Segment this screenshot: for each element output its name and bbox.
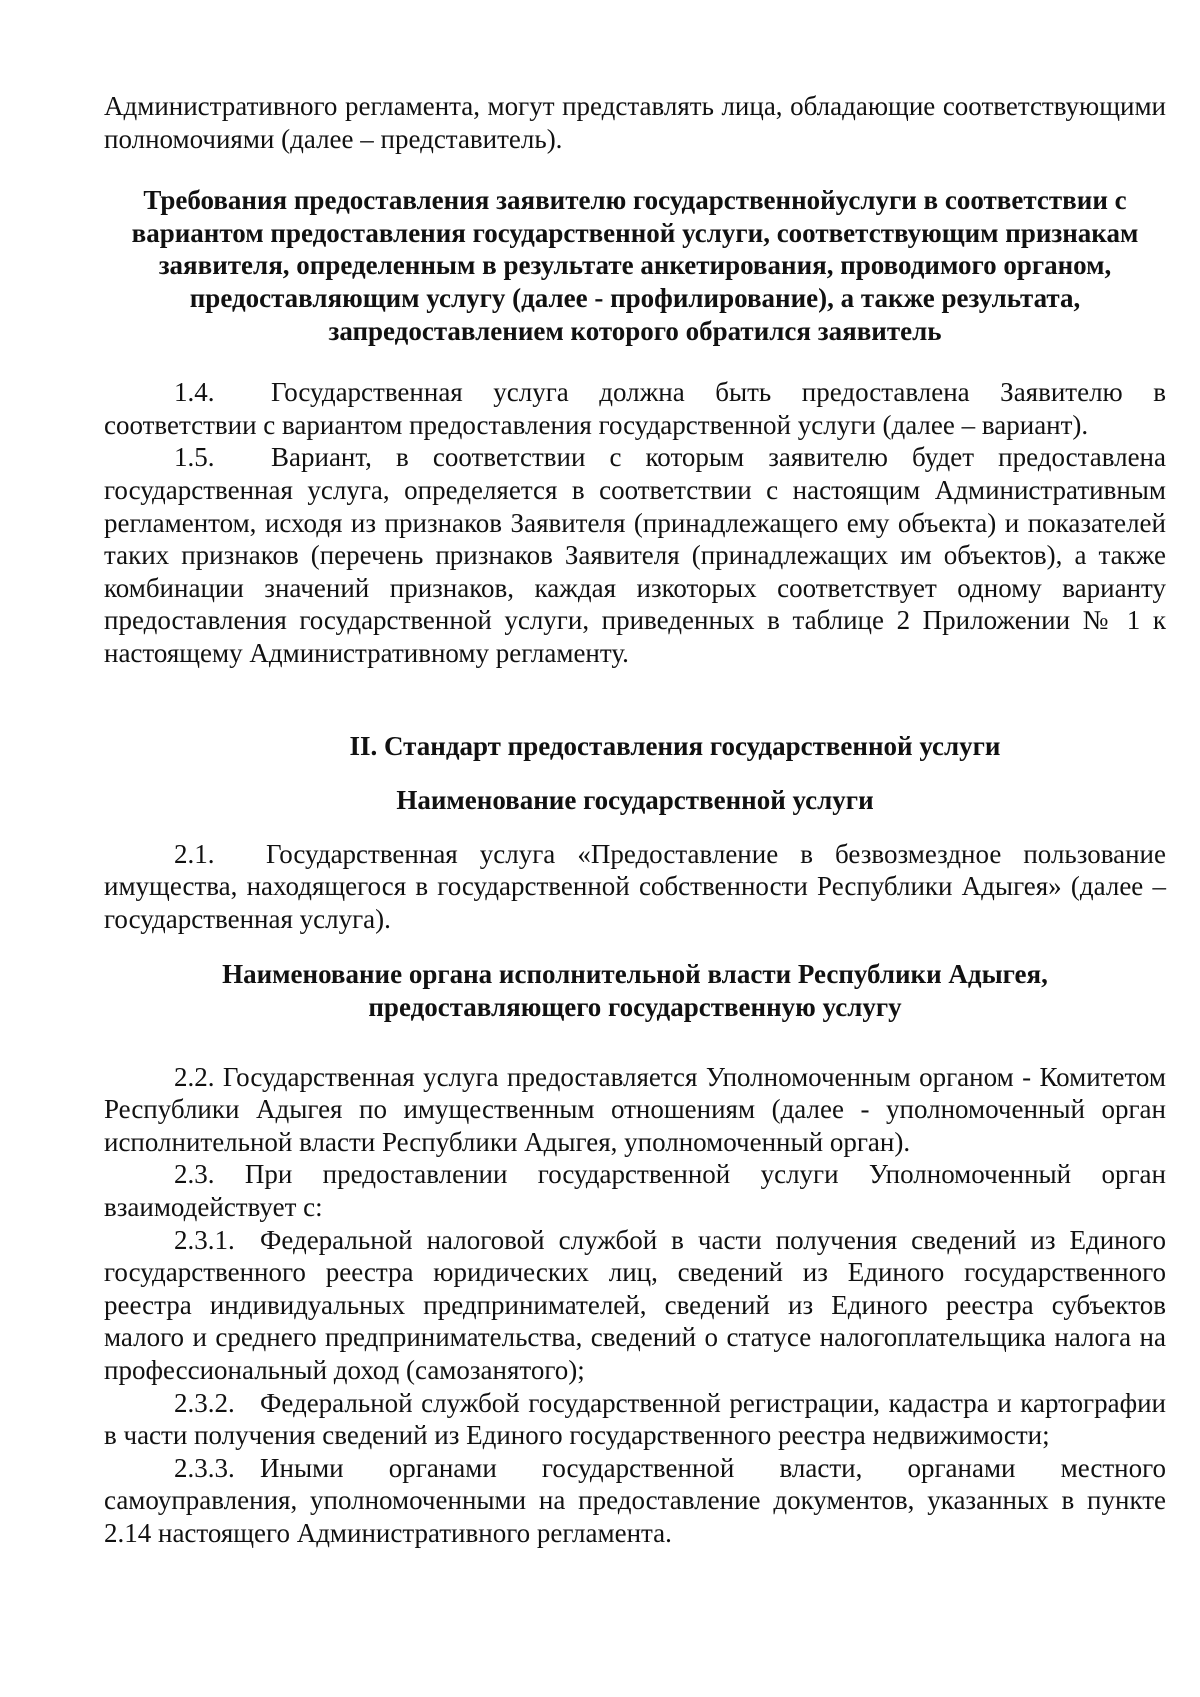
organ-heading	[104, 958, 1166, 1023]
service-name-heading: Наименование государственной услуги	[396, 785, 874, 816]
paragraph-2-3-1	[104, 1224, 1166, 1387]
paragraph-2-3: 2.3. При предоставлении государственной услуги Уполномоченный орган взаимодействует с:	[104, 1159, 1166, 1223]
intro-paragraph: Административного регламента, могут представлять лица, обладающие соответствующими полномочиями (далее – представитель).	[104, 91, 1166, 154]
paragraph-text: Иными органами государственной власти, органами местного самоуправления, уполномоченными на предоставление документов, указанных в пункте 2.14 настоящего Административного регламента.	[104, 1452, 1166, 1548]
organ-heading-line-1: Наименование органа исполнительной власти Республики Адыгея,	[222, 959, 1048, 990]
requirements-heading: Требования предоставления заявителю государственнойуслуги в соответствии с вариантом предоставления государственной услуги, соответствующим признакам заявителя, определенным в результате анкетирования, проводимого органом, предоставляющим услугу (далее - профилирование), а также результата, запредоставлением которого обратился заявитель	[131, 185, 1139, 346]
paragraph-number: 1.4.	[174, 377, 215, 408]
paragraph-text: Государственная услуга «Предоставление в безвозмездное пользование имущества, находящегося в государственной собственности Республики Адыгея» (далее – государственная услуга).	[104, 838, 1166, 934]
paragraph-number: 2.3.2.	[174, 1387, 235, 1418]
paragraph-1-5	[104, 441, 1166, 669]
paragraph-text: Федеральной службой государственной регистрации, кадастра и картографии в части получения сведений из Единого государственного реестра недвижимости;	[104, 1387, 1166, 1451]
organ-heading-line-2: предоставляющего государственную услугу	[368, 992, 902, 1023]
paragraph-text: Вариант, в соответствии с которым заявителю будет предоставлена государственная услуга, определяется в соответствии с настоящим Административным регламентом, исходя из признаков Заявителя (принадлежащего ему объекта) и показателей таких признаков (перечень признаков Заявителя (принадлежащих им объектов), а также комбинации значений признаков, каждая изкоторых соответствует одному варианту предоставления государственной услуги, приведенных в таблице 2 Приложении № 1 к настоящему Административному регламенту.	[104, 442, 1166, 668]
paragraph-number: 2.3.1.	[174, 1224, 235, 1255]
paragraph-number: 1.5.	[174, 442, 215, 473]
paragraph-1-4	[104, 376, 1166, 441]
paragraph-text: Государственная услуга должна быть предоставлена Заявителю в соответствии с вариантом предоставления государственной услуги (далее – вариант).	[104, 377, 1166, 440]
paragraph-2-2: 2.2. Государственная услуга предоставляется Уполномоченным органом - Комитетом Республики Адыгея по имущественным отношениям (далее - уполномоченный орган исполнительной власти Республики Адыгея, уполномоченный орган).	[104, 1061, 1166, 1157]
paragraph-number: 2.3.3.	[174, 1452, 235, 1483]
section-two-title: II. Стандарт предоставления государственной услуги	[349, 730, 1001, 761]
paragraph-text: Федеральной налоговой службой в части получения сведений из Единого государственного реестра юридических лиц, сведений из Единого государственного реестра индивидуальных предпринимателей, сведений из Единого реестра субъектов малого и среднего предпринимательства, сведений о статусе налогоплательщика налога на профессиональный доход (самозанятого);	[104, 1224, 1166, 1385]
document-page	[104, 90, 1166, 1550]
paragraph-2-3-3	[104, 1452, 1166, 1550]
paragraph-number: 2.1.	[174, 838, 215, 869]
paragraph-2-3-2	[104, 1387, 1166, 1452]
paragraph-2-1	[104, 838, 1166, 936]
